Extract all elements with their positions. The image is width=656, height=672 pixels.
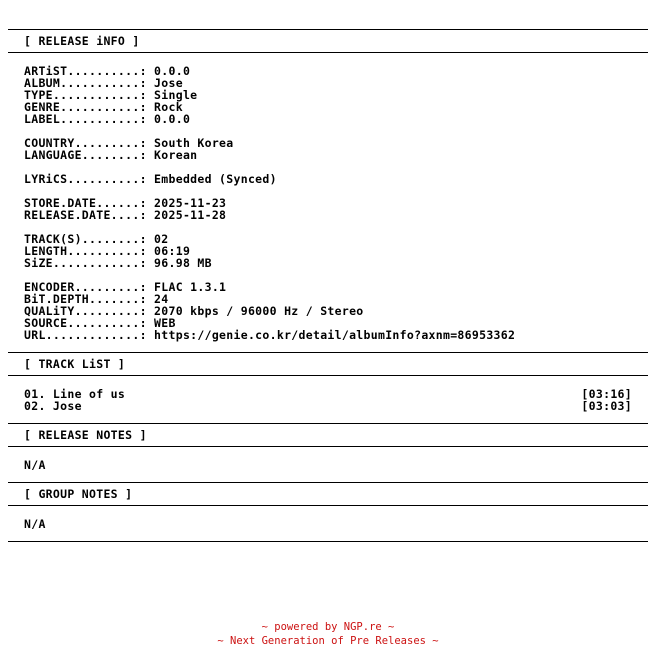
info-value: Jose [154, 76, 183, 90]
info-value: South Korea [154, 136, 234, 150]
info-key: GENRE...........: [24, 100, 147, 114]
release-notes-title: [ RELEASE NOTES ] [24, 428, 147, 442]
info-key: COUNTRY.........: [24, 136, 147, 150]
info-value: 2070 kbps / 96000 Hz / Stereo [154, 304, 364, 318]
track-list-body [8, 376, 648, 423]
info-key: URL.............: [24, 328, 147, 342]
track-title: 02. Jose [24, 399, 82, 413]
info-key: TYPE............: [24, 88, 147, 102]
info-row [24, 209, 632, 221]
info-key: QUALiTY.........: [24, 304, 147, 318]
info-value: 0.0.0 [154, 64, 191, 78]
info-row [24, 149, 632, 161]
info-value: 96.98 MB [154, 256, 212, 270]
info-key: RELEASE.DATE....: [24, 208, 147, 222]
info-value: FLAC 1.3.1 [154, 280, 227, 294]
info-key: LANGUAGE........: [24, 148, 147, 162]
info-key: LYRiCS..........: [24, 172, 147, 186]
info-key: SOURCE..........: [24, 316, 147, 330]
track-title: 01. Line of us [24, 387, 126, 401]
info-value: WEB [154, 316, 176, 330]
track-row [24, 400, 632, 412]
info-key: TRACK(S)........: [24, 232, 147, 246]
footer-tagline: ~ Next Generation of Pre Releases ~ [217, 635, 439, 647]
info-key: LENGTH..........: [24, 244, 147, 258]
release-info-title: [ RELEASE iNFO ] [24, 34, 140, 48]
group-notes-title: [ GROUP NOTES ] [24, 487, 133, 501]
group-notes-text: N/A [24, 517, 46, 531]
info-value: 06:19 [154, 244, 191, 258]
info-value: 2025-11-23 [154, 196, 227, 210]
track-list-title: [ TRACK LiST ] [24, 357, 126, 371]
release-notes-text: N/A [24, 458, 46, 472]
release-notes-body [8, 447, 648, 482]
info-key: BiT.DEPTH.......: [24, 292, 147, 306]
info-row [24, 173, 632, 185]
info-value: Rock [154, 100, 183, 114]
info-row [24, 113, 632, 125]
info-value: 2025-11-28 [154, 208, 227, 222]
info-value: 0.0.0 [154, 112, 191, 126]
info-value: Korean [154, 148, 198, 162]
info-row [24, 257, 632, 269]
nfo-document [8, 29, 648, 542]
divider [8, 541, 648, 542]
track-duration: [03:03] [581, 399, 632, 413]
track-row [24, 388, 632, 400]
info-value: 02 [154, 232, 169, 246]
info-key: ARTiST..........: [24, 64, 147, 78]
footer-powered-by: ~ powered by NGP.re ~ [261, 621, 395, 633]
info-key: ALBUM...........: [24, 76, 147, 90]
info-value: Single [154, 88, 198, 102]
info-key: STORE.DATE......: [24, 196, 147, 210]
info-key: SiZE............: [24, 256, 147, 270]
footer [0, 620, 656, 648]
release-info-body [8, 53, 648, 352]
info-value: https://genie.co.kr/detail/albumInfo?axnm=86953362 [154, 328, 516, 342]
group-notes-body [8, 506, 648, 541]
info-row [24, 329, 632, 341]
info-value: Embedded (Synced) [154, 172, 277, 186]
track-duration: [03:16] [581, 387, 632, 401]
info-key: ENCODER.........: [24, 280, 147, 294]
info-value: 24 [154, 292, 169, 306]
info-key: LABEL...........: [24, 112, 147, 126]
